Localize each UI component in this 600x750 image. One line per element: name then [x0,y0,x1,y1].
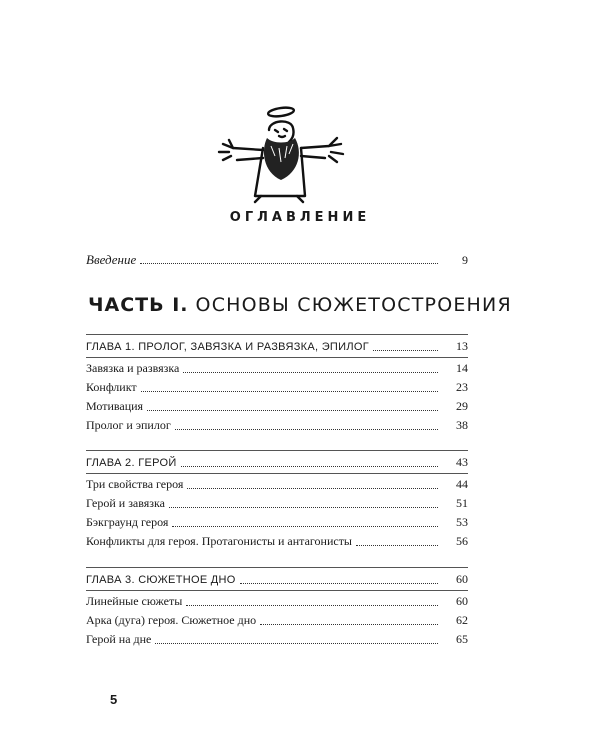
leader-dots [175,429,438,430]
leader-dots [141,391,438,392]
toc-entry[interactable] [86,534,468,553]
toc-entry-label: Арка (дуга) героя. Сюжетное дно [86,613,257,627]
leader-dots [240,583,438,584]
toc-entry-label: Пролог и эпилог [86,418,171,432]
toc-entry[interactable] [86,496,468,515]
toc-entry-page: 23 [456,380,468,394]
leader-dots [140,263,438,264]
divider [86,590,468,591]
chapter-page: 13 [456,339,468,353]
toc-entry-label: Завязка и развязка [86,361,180,375]
toc-entry-page: 14 [456,361,468,375]
toc-entry-page: 51 [456,496,468,510]
toc-entry-label: Мотивация [86,399,144,413]
toc-entry[interactable] [86,399,468,418]
toc-entry[interactable] [86,380,468,399]
toc-entry-label: Герой и завязка [86,496,166,510]
toc-entry-page: 9 [462,253,468,267]
toc-entry[interactable] [86,594,468,613]
chapter-page: 60 [456,572,468,586]
toc-entry-page: 53 [456,515,468,529]
toc-entry-page: 44 [456,477,468,491]
part-title: ОСНОВЫ СЮЖЕТОСТРОЕНИЯ [195,294,512,316]
toc-entry-page: 60 [456,594,468,608]
leader-dots [187,488,438,489]
toc-entry-page: 38 [456,418,468,432]
page-number: 5 [110,692,118,707]
leader-dots [169,507,438,508]
toc-entry-page: 65 [456,632,468,646]
toc-entry[interactable] [86,477,468,496]
toc-entry-page: 29 [456,399,468,413]
toc-entry[interactable] [86,418,468,437]
toc-entry[interactable] [86,361,468,380]
toc-entry-label: Введение [86,252,137,267]
part-label: ЧАСТЬ I. [88,294,189,316]
toc-entry-intro[interactable] [86,252,468,271]
divider [86,450,468,451]
part-heading [0,294,600,316]
divider [86,473,468,474]
toc-chapter[interactable] [86,339,468,358]
leader-dots [147,410,438,411]
toc-entry-label: Герой на дне [86,632,152,646]
chapter-title: ГЛАВА 1. ПРОЛОГ, ЗАВЯЗКА И РАЗВЯЗКА, ЭПИЛОГ [86,341,369,353]
toc-entry-label: Линейные сюжеты [86,594,183,608]
toc-chapter[interactable] [86,572,468,591]
toc-entry-label: Три свойства героя [86,477,184,491]
toc-entry-page: 62 [456,613,468,627]
chapter-title: ГЛАВА 2. ГЕРОЙ [86,457,177,469]
bearded-saint-illustration [205,100,355,210]
leader-dots [155,643,438,644]
toc-entry[interactable] [86,613,468,632]
leader-dots [260,624,438,625]
leader-dots [373,350,438,351]
toc-entry[interactable] [86,515,468,534]
chapter-title: ГЛАВА 3. СЮЖЕТНОЕ ДНО [86,574,236,586]
toc-entry-label: Бэкграунд героя [86,515,169,529]
toc-chapter[interactable] [86,455,468,474]
toc-entry-page: 56 [456,534,468,548]
toc-entry[interactable] [86,632,468,651]
toc-heading: ОГЛАВЛЕНИЕ [229,210,371,225]
leader-dots [356,545,438,546]
leader-dots [181,466,438,467]
leader-dots [172,526,438,527]
toc-entry-label: Конфликты для героя. Протагонисты и антагонисты [86,534,352,548]
divider [86,334,468,335]
chapter-page: 43 [456,455,468,469]
divider [86,567,468,568]
leader-dots [183,372,438,373]
leader-dots [186,605,438,606]
divider [86,357,468,358]
toc-entry-label: Конфликт [86,380,137,394]
